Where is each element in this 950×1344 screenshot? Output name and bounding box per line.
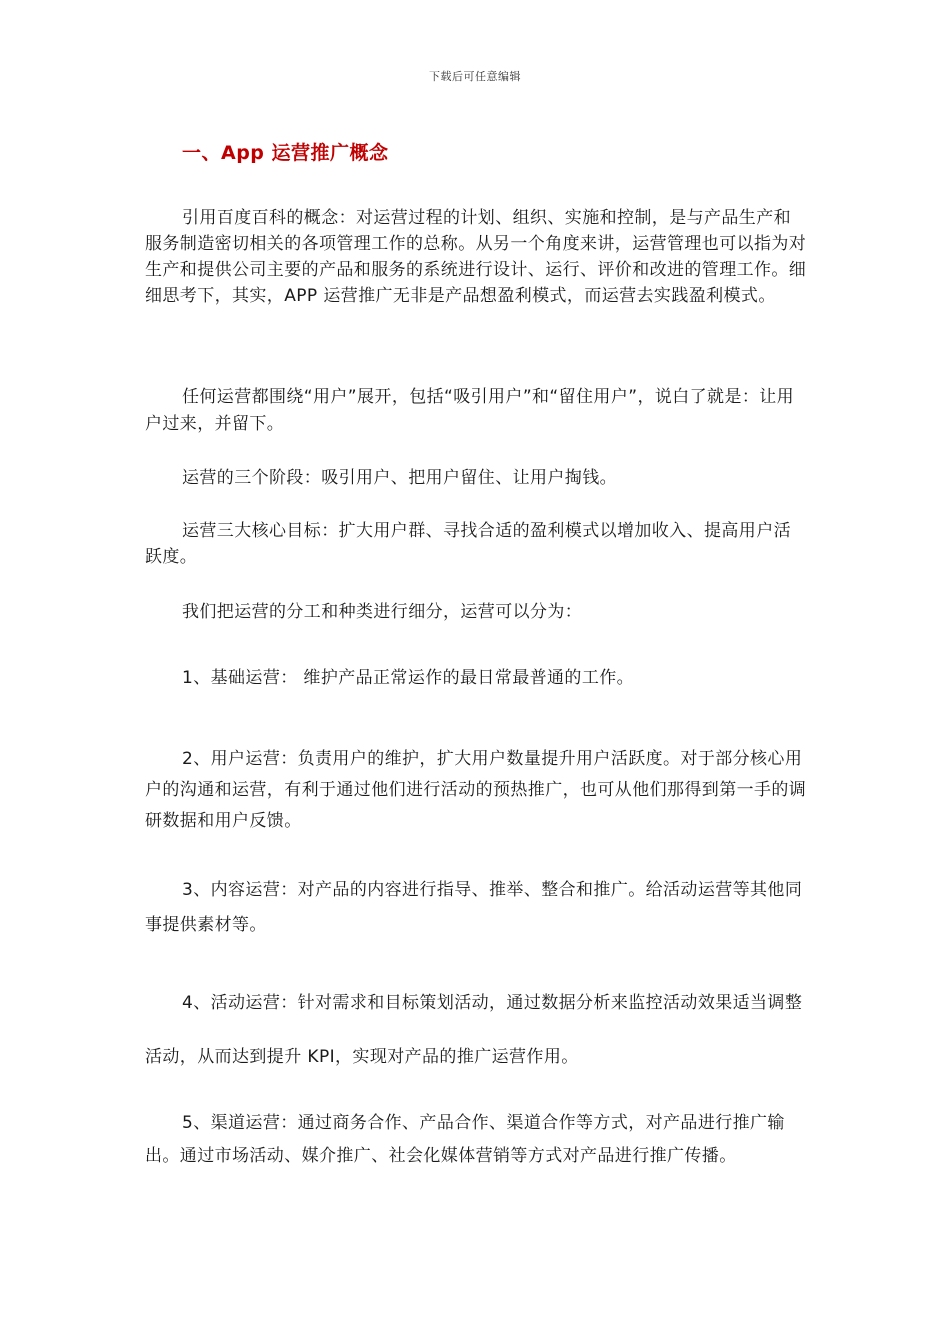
- header-note: 下载后可任意编辑: [429, 70, 521, 83]
- list-item-basic-ops: 1、基础运营： 维护产品正常运作的最日常最普通的工作。: [182, 668, 635, 688]
- list-item-user-ops: 2、用户运营：负责用户的维护，扩大用户数量提升用户活跃度。对于部分核心用户的沟通和运营，有利于通过他们进行活动的预热推广，也可从他们那得到第一手的调研数据和用户反馈。: [145, 749, 807, 831]
- paragraph-stages: 运营的三个阶段：吸引用户、把用户留住、让用户掏钱。: [182, 468, 617, 488]
- paragraph-users: 任何运营都围绕“用户”展开，包括“吸引用户”和“留住用户”，说白了就是：让用户过来，并留下。: [145, 387, 795, 434]
- section-title: 一、App 运营推广概念: [182, 142, 389, 164]
- list-item-activity-ops: 4、活动运营：针对需求和目标策划活动，通过数据分析来监控活动效果适当调整活动，从而达到提升 KPI，实现对产品的推广运营作用。: [145, 993, 803, 1067]
- paragraph-intro: 引用百度百科的概念：对运营过程的计划、组织、实施和控制，是与产品生产和服务制造密切相关的各项管理工作的总称。从另一个角度来讲，运营管理也可以指为对生产和提供公司主要的产品和服务的系统进行设计、运行、评价和改进的管理工作。细细思考下，其实，APP 运营推广无非是产品想盈利模式，而运营去实践盈利模式。: [145, 208, 807, 306]
- paragraph-goals: 运营三大核心目标：扩大用户群、寻找合适的盈利模式以增加收入、提高用户活跃度。: [145, 521, 791, 567]
- paragraph-division: 我们把运营的分工和种类进行细分，运营可以分为：: [182, 602, 583, 622]
- list-item-content-ops: 3、内容运营：对产品的内容进行指导、推举、整合和推广。给活动运营等其他同事提供素材等。: [145, 880, 803, 935]
- list-item-channel-ops: 5、渠道运营：通过商务合作、产品合作、渠道合作等方式，对产品进行推广输出。通过市场活动、媒介推广、社会化媒体营销等方式对产品进行推广传播。: [145, 1113, 785, 1166]
